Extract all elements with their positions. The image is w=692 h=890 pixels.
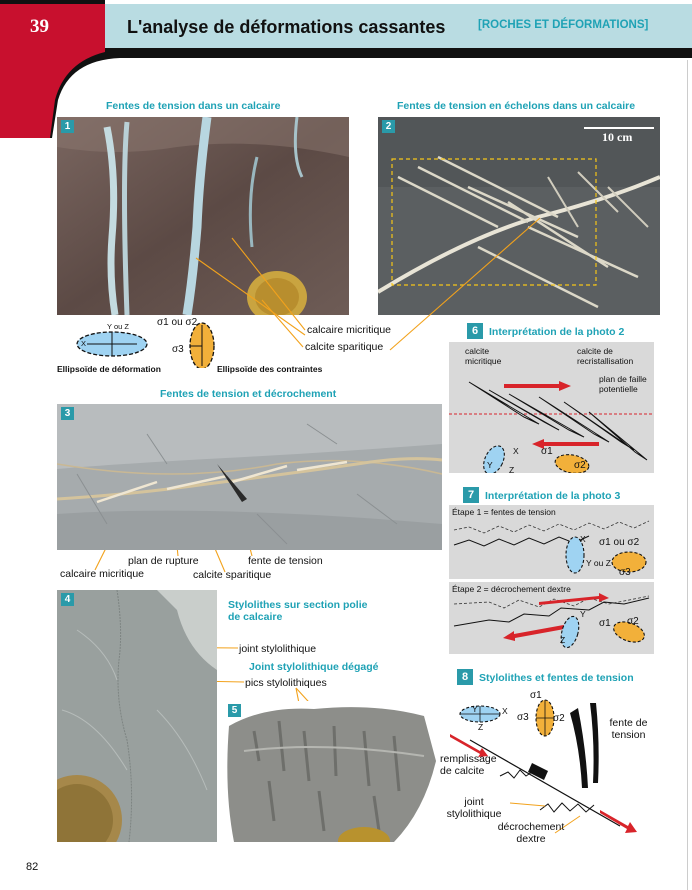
fig7-s1: σ1: [599, 618, 611, 629]
fig8-remplissage: remplissage de calcite: [440, 753, 497, 777]
fig6-calcite-micritique: calcite micritique: [465, 346, 502, 366]
page-number: 82: [26, 861, 39, 873]
caption-calcaire-micritique: calcaire micritique: [307, 324, 392, 336]
fig7-y: Y: [580, 609, 586, 619]
photo5: [224, 701, 436, 842]
photo2-number: 2: [382, 120, 395, 133]
photo4-number: 4: [61, 593, 74, 606]
photo3-image: [57, 404, 442, 550]
section-tag: [ROCHES ET DÉFORMATIONS]: [478, 19, 649, 31]
page-title: L'analyse de déformations cassantes: [127, 17, 446, 37]
fig8-z: Z: [478, 722, 484, 732]
chapter-number: 39: [30, 16, 49, 37]
fig7-header: [463, 486, 620, 504]
caption-calcite-sparitique: calcite sparitique: [305, 341, 384, 353]
fig7-etape2: Étape 2 = décrochement dextre: [452, 584, 571, 594]
photo1: [57, 117, 349, 315]
fig7-s2: σ2: [627, 616, 639, 627]
fig7-number: 7: [463, 487, 479, 503]
fig7-panel-1: [449, 505, 654, 579]
fig6-plan-faille: plan de faille potentielle: [599, 374, 647, 394]
photo4-title: Stylolithes sur section polie de calcaire: [228, 599, 368, 623]
caption-fente-tension: fente de tension: [248, 555, 323, 567]
ellipsoid-x-label: X: [81, 339, 87, 348]
fig7-s3: σ3: [619, 567, 631, 578]
fig8-joint: joint stylolithique: [446, 796, 502, 820]
photo3-title: Fentes de tension et décrochement: [160, 388, 337, 400]
ellipsoid-deformation-label: Ellipsoïde de déformation: [57, 364, 161, 374]
fig6-z: Z: [509, 465, 515, 475]
ellipsoid-yz-label: Y ou Z: [107, 322, 129, 331]
fig6-calcite-recristallisation: calcite de recristallisation: [577, 346, 634, 366]
caption-pics-stylolithiques: pics stylolithiques: [245, 677, 327, 689]
fig7-panel-2: [449, 582, 654, 654]
fig8-sigma1: σ1: [530, 690, 542, 701]
photo2-image: [378, 117, 660, 315]
fig8-number: 8: [457, 669, 473, 685]
fig6-sigma1: σ1: [541, 446, 553, 457]
photo4-image: [57, 590, 217, 842]
caption-plan-rupture: plan de rupture: [128, 555, 199, 567]
fig6-title: Interprétation de la photo 2: [489, 326, 625, 338]
fig6-x: X: [513, 446, 519, 456]
scale-bar-label: 10 cm: [602, 130, 633, 144]
caption3-calcite-sparitique: calcite sparitique: [193, 569, 272, 581]
fig7-y-ou-z: Y ou Z: [586, 558, 611, 568]
photo5-image: [224, 701, 436, 842]
photo1-title: Fentes de tension dans un calcaire: [106, 100, 281, 112]
photo3: [57, 404, 442, 550]
fig6-y: Y: [487, 460, 493, 470]
photo1-number: 1: [61, 120, 74, 133]
ellipsoid-contraintes-label: Ellipsoïde des contraintes: [217, 364, 323, 374]
fig8-sigma2: σ2: [553, 713, 565, 724]
fig7-title: Interprétation de la photo 3: [485, 490, 621, 502]
photo5-number: 5: [228, 704, 241, 717]
photo2: [378, 117, 660, 315]
fig7-x: X: [580, 534, 586, 544]
fig6-header: [467, 322, 624, 340]
right-edge-line: [687, 60, 688, 890]
fig8-fente: fente de tension: [609, 717, 648, 741]
fig7-s1-ou-s2: σ1 ou σ2: [599, 537, 640, 548]
fig8-decrochement: décrochement dextre: [497, 821, 565, 845]
photo4: [57, 590, 217, 842]
fig8-x: X: [502, 706, 508, 716]
sigma1-sigma2-label: σ1 ou σ2: [157, 317, 198, 328]
fig6-sigma2: σ2: [574, 460, 586, 471]
photo3-number: 3: [61, 407, 74, 420]
sigma3-label: σ3: [172, 344, 184, 355]
fig7-z: Z: [560, 635, 566, 645]
fig8-y: Y: [472, 704, 478, 714]
photo1-image: [57, 117, 349, 315]
photo2-title: Fentes de tension en échelons dans un calcaire: [397, 100, 636, 112]
photo5-title: Joint stylolithique dégagé: [249, 661, 379, 673]
caption3-calcaire-micritique: calcaire micritique: [60, 568, 145, 580]
fig8-title: Stylolithes et fentes de tension: [479, 672, 634, 684]
fig7-etape1: Étape 1 = fentes de tension: [452, 507, 556, 517]
fig8-sigma3: σ3: [517, 712, 529, 723]
fig6-panel: [449, 342, 654, 473]
fig6-number: 6: [467, 323, 483, 339]
caption-joint-stylolithique: joint stylolithique: [239, 643, 317, 655]
fig8-header: [457, 668, 634, 686]
